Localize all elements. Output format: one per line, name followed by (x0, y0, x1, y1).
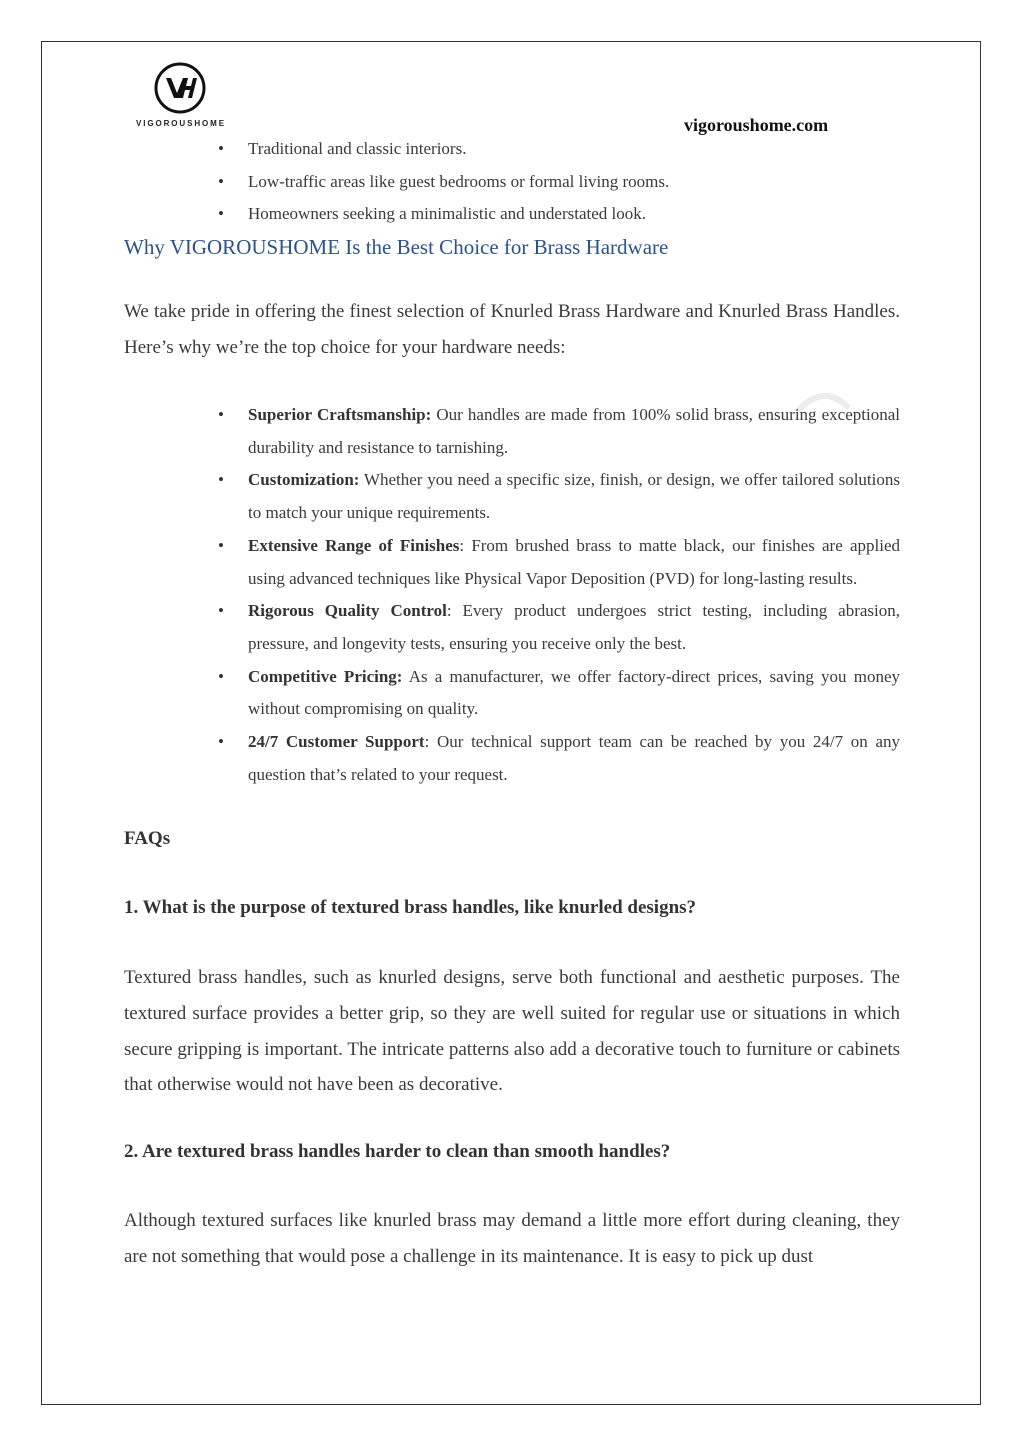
faqs-title: FAQs (124, 828, 171, 849)
faq-question: 2. Are textured brass handles harder to clean than smooth handles? (124, 1141, 671, 1162)
intro-paragraph: We take pride in offering the finest selection of Knurled Brass Hardware and Knurled Brass Handles. Here’s why we’re the top choice for your hardware needs: (124, 301, 900, 358)
reason-title: Customization: (248, 470, 360, 490)
list-item: • Low-traffic areas like guest bedrooms or formal living rooms. (218, 166, 898, 199)
list-item (218, 726, 900, 791)
reason-title: Superior Craftsmanship: (248, 405, 432, 424)
list-item (218, 661, 900, 726)
reason-title: Competitive Pricing: (248, 666, 403, 686)
reason-text: Our handles are made from 100% solid brass, ensuring exceptional durability and resistance to tarnishing. (248, 405, 900, 457)
top-bullet-list (218, 133, 898, 231)
faq-answer: Textured brass handles, such as knurled designs, serve both functional and aesthetic purposes. The textured surface provides a better grip, so they are well suited for regular use or situations in which secure gripping is important. The intricate patterns also add a decorative touch to furniture or cabinets that otherwise would not have been as decorative. (124, 967, 900, 1096)
faq-question: 1. What is the purpose of textured brass handles, like knurled designs? (124, 897, 697, 918)
reason-text: : Every product undergoes strict testing, including abrasion, pressure, and longevity tests, ensuring you receive only the best. (248, 601, 901, 653)
list-item (218, 530, 900, 595)
reason-text: Whether you need a specific size, finish, or design, we offer tailored solutions to match your unique requirements. (248, 470, 900, 523)
reasons-list (218, 399, 900, 791)
reason-title: Rigorous Quality Control (248, 601, 447, 621)
logo-wordmark: VIGOROUSHOME (136, 119, 226, 128)
vh-logo-icon (154, 62, 206, 114)
reason-text: As a manufacturer, we offer factory-direct prices, saving you money without compromising on quality. (248, 666, 901, 719)
reason-text: : From brushed brass to matte black, our finishes are applied using advanced techniques like Physical Vapor Deposition (PVD) for long-lasting results. (248, 535, 900, 588)
reason-title: Extensive Range of Finishes (248, 535, 460, 555)
list-item (218, 399, 900, 464)
site-url: vigoroushome.com (684, 115, 829, 135)
section-heading: Why VIGOROUSHOME Is the Best Choice for Brass Hardware (124, 235, 669, 259)
list-item: • Traditional and classic interiors. (218, 133, 898, 166)
reason-title: 24/7 Customer Support (248, 732, 425, 752)
list-item: • Homeowners seeking a minimalistic and understated look. (218, 198, 898, 231)
list-item (218, 595, 900, 660)
list-item (218, 464, 900, 529)
brand-logo (124, 62, 238, 130)
reason-text: : Our technical support team can be reached by you 24/7 on any question that’s related to your request. (248, 732, 901, 784)
faq-answer: Although textured surfaces like knurled brass may demand a little more effort during cleaning, they are not something that would pose a challenge in its maintenance. It is easy to pick up dust (124, 1210, 900, 1267)
